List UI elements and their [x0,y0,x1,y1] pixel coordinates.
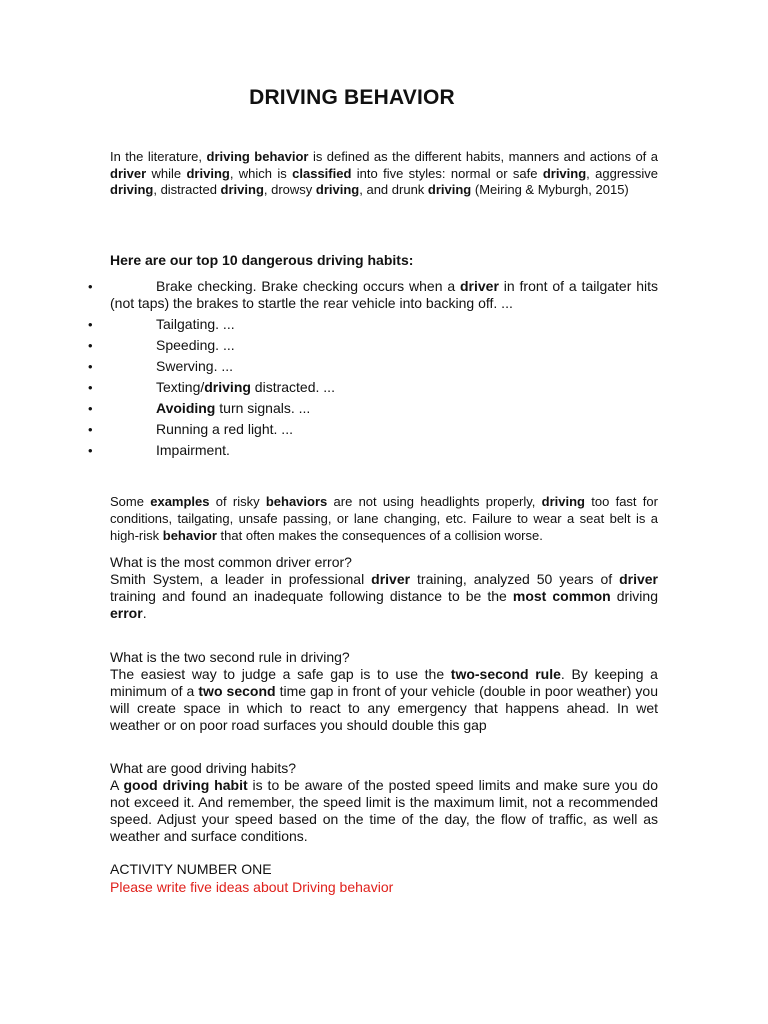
bullet-icon: • [88,401,93,416]
activity-section [110,860,393,896]
examples-bold: driving [541,494,585,509]
answer-segment: time gap in front of your vehicle (double in poor weather) you will create space in which to react to any emergency that happens ahead. In wet weather or on poor road surfaces you should double this gap [110,683,658,733]
list-item-segment: Texting/ [156,379,205,395]
answer-text [110,777,658,845]
habits-list [0,278,768,463]
answer-segment: A [110,777,124,793]
answer-bold: error [110,605,143,621]
intro-text: (Meiring & Myburgh, 2015) [471,182,629,197]
bullet-icon: • [88,422,93,437]
intro-bold: driving [427,182,472,197]
intro-text: into five styles: normal or safe [351,165,543,181]
intro-text: , and drunk [359,182,428,197]
qa-good-habits [110,760,658,845]
qa-common-error [110,554,658,622]
intro-text: In the literature, [110,149,207,164]
answer-segment: The easiest way to judge a safe gap is to use the [110,666,451,682]
list-item [0,442,768,459]
list-item-segment: in front of a tailgater hits (not taps) the brakes to startle the rear vehicle into backing off. ... [110,278,658,311]
examples-text: too fast for conditions, tailgating, unsafe passing, or lane changing, etc. Failure to wear a seat belt is a high-risk [110,494,658,543]
list-item [0,337,768,354]
examples-text: that often makes the consequences of a collision worse. [216,528,543,543]
document-title: DRIVING BEHAVIOR [249,86,455,109]
examples-bold: examples [150,494,210,509]
answer-text [110,571,658,622]
intro-bold: driving [110,182,154,197]
list-item-text: Running a red light. ... [156,421,293,437]
bullet-icon: • [88,338,93,353]
answer-bold: driver [371,571,411,587]
activity-instruction: Please write five ideas about Driving behavior [110,879,394,895]
intro-bold: driving behavior [206,149,309,164]
intro-bold: driver [110,165,147,181]
list-item-text: Speeding. ... [156,337,235,353]
answer-bold: driver [619,571,659,587]
intro-bold: driving [542,165,587,181]
answer-segment: driving [610,588,658,604]
answer-segment: training, analyzed 50 years of [410,571,620,587]
intro-text: , drowsy [263,182,316,197]
intro-text: , aggressive [586,165,658,181]
list-item [0,358,768,375]
answer-segment: . By keeping a minimum of a [110,666,658,699]
answer-segment: Smith System, a leader in professional [110,571,372,587]
list-item [0,421,768,438]
list-item [0,400,768,417]
bullet-icon: • [88,359,93,374]
examples-bold: behavior [162,528,217,543]
list-item-text [110,379,658,396]
examples-text: of risky [209,494,266,509]
qa-two-second-rule [110,649,658,734]
intro-paragraph [110,149,658,199]
list-item-text: Tailgating. ... [156,316,235,332]
intro-bold: classified [292,165,352,181]
intro-bold: driving [186,165,230,181]
list-item-bold: Avoiding [156,400,216,416]
list-item [0,278,768,312]
list-item [0,379,768,396]
answer-text [110,666,658,734]
list-item-segment: turn signals. ... [215,400,311,416]
habits-heading: Here are our top 10 dangerous driving habits: [110,252,414,268]
activity-title: ACTIVITY NUMBER ONE [110,861,272,877]
intro-text: while [146,165,187,181]
list-item-text [110,400,658,417]
list-item-bold: driver [460,278,499,294]
list-item-segment: distracted. ... [250,379,335,395]
bullet-icon: • [88,317,93,332]
list-item-text: Impairment. [156,442,230,458]
intro-text: , distracted [153,182,221,197]
intro-bold: driving [315,182,360,197]
intro-text: is defined as the different habits, manners and actions of a [308,149,658,164]
answer-segment: is to be aware of the posted speed limits and make sure you do not exceed it. And remember, the speed limit is the maximum limit, not a recommended speed. Adjust your speed based on the time of the day, the flow of traffic, as well as weather and surface conditions. [110,777,658,844]
question-text: What is the most common driver error? [110,554,352,570]
intro-bold: driving [220,182,264,197]
list-item-bold: driving [204,379,251,395]
list-item-text [110,278,658,312]
answer-segment: . [142,605,147,621]
answer-segment: training and found an inadequate following distance to be the [110,588,513,604]
answer-bold: most common [512,588,611,604]
intro-text: , which is [229,165,293,181]
question-text: What is the two second rule in driving? [110,649,350,665]
answer-bold: two second [198,683,276,699]
examples-paragraph [110,493,658,544]
question-text: What are good driving habits? [110,760,296,776]
bullet-icon: • [88,380,93,395]
examples-text: are not using headlights properly, [327,494,542,509]
list-item-text: Swerving. ... [156,358,234,374]
list-item-segment: Brake checking. Brake checking occurs when a [156,278,460,294]
examples-text: Some [110,494,151,509]
answer-bold: two-second rule [450,666,561,682]
bullet-icon: • [88,443,93,458]
list-item [0,316,768,333]
examples-bold: behaviors [265,494,328,509]
bullet-icon: • [88,279,93,294]
answer-bold: good driving habit [123,777,248,793]
